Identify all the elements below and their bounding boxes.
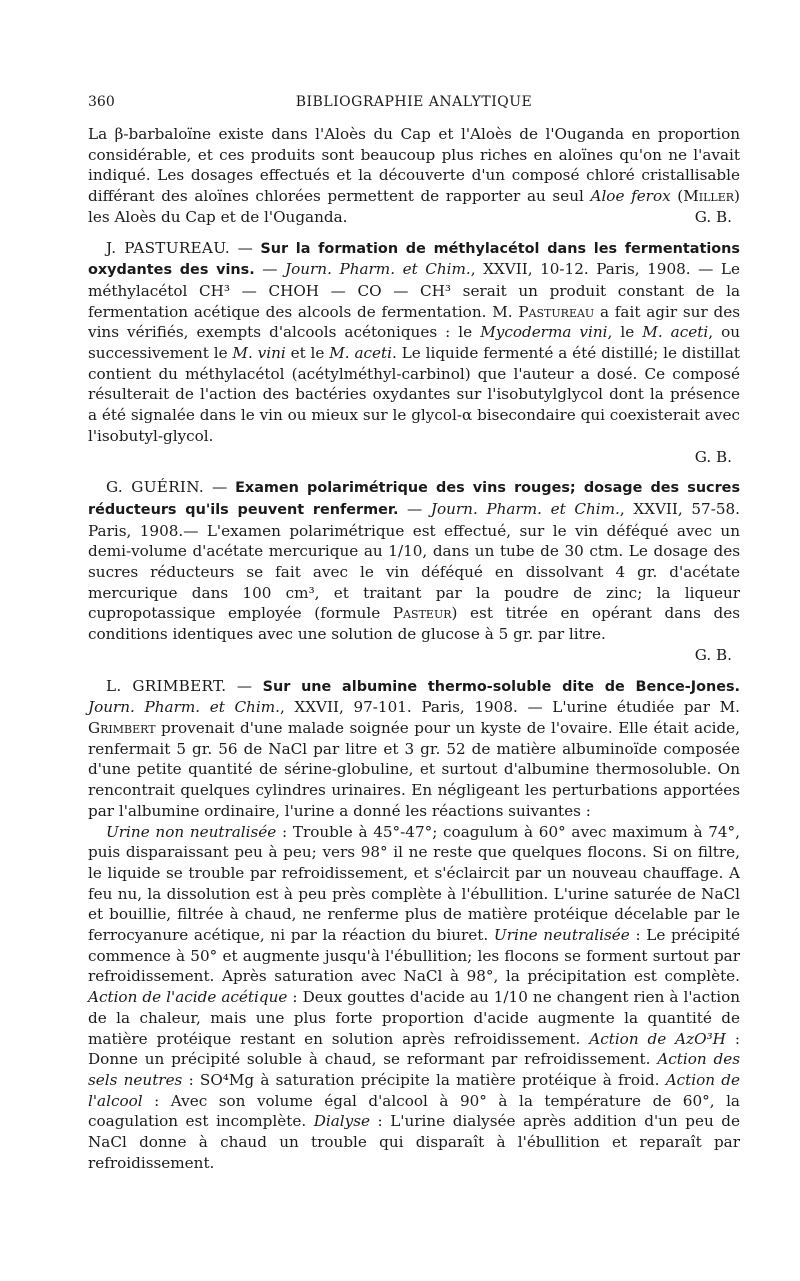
text-run: —	[398, 499, 431, 518]
entry-guerin	[88, 477, 740, 645]
entry-author: G. GUÉRIN.	[106, 478, 204, 497]
italic-heading: Action de l'alcool	[88, 1070, 740, 1110]
italic-heading: Action des sels neutres	[88, 1050, 740, 1089]
entry-title: Sur une albumine thermo-soluble dite de Bence-Jones.	[262, 678, 741, 695]
text-run: , XXVII, 57-58. Paris, 1908.— L'examen polarimétrique est effectué, sur le vin déféqué avec un demi-volume d'acétate mercurique au 1/10, dans un tube de 30 ctm. Le dosage des sucres réducteurs se fait avec le vin déféqué en dissolvant 4 gr. d'acétate mercurique dans 100 cm³, et traitant par la poudre de zinc; la liqueur cupropotassique employée (formule	[88, 499, 740, 623]
species-name: M. vini	[232, 344, 286, 363]
running-title: BIBLIOGRAPHIE ANALYTIQUE	[295, 94, 533, 110]
text-run: , le	[607, 323, 643, 342]
entry-grimbert	[88, 676, 740, 822]
person-name: Pastureau	[518, 302, 595, 321]
species-name: M. aceti	[642, 323, 709, 342]
text-run: : Avec son volume égal d'alcool à 90° à la température de 60°, la coagulation est incomplète.	[88, 1091, 740, 1131]
text-run: —	[226, 676, 263, 695]
text-run: —	[254, 260, 286, 279]
text-run: , XXVII, 10-12. Paris, 1908. — Le méthylacétol CH³ — CHOH — CO — CH³ serait un produit constant de la fermentation acétique des alcools de fermentation. M.	[88, 260, 740, 321]
text-run: : SO⁴Mg à saturation précipite la matière protéique à froid.	[182, 1070, 666, 1089]
journal-name: Journ. Pharm. et Chim.	[430, 499, 620, 518]
italic-heading: Action de l'acide acétique	[88, 988, 288, 1007]
entry-pastureau	[88, 238, 740, 447]
text-run: La β-barbaloïne existe dans l'Aloès du Cap et l'Aloès de l'Ouganda en proportion considérable, et ces produits sont beaucoup plus riches en aloïnes qu'on ne l'avait indiqué. Les dosages effectués et la découverte d'un composé chloré cristallisable différant des aloïnes chlorées permettent de rapporter au seul	[88, 125, 740, 206]
signature: G. B.	[694, 207, 732, 226]
entry-title: Examen polarimétrique des vins rouges; dosage des sucres réducteurs qu'ils peuvent renfermer.	[88, 480, 741, 518]
italic-heading: Urine non neutralisée	[106, 822, 277, 841]
page-body	[88, 124, 740, 1173]
reactions-paragraph	[88, 822, 740, 1174]
person-name: Miller	[683, 187, 735, 206]
text-run: (	[670, 187, 684, 206]
text-run: : Trouble à 45°-47°; coagulum à 60° avec maximum à 74°, puis disparaissant peu à peu; vers 98° il ne reste que quelques flocons. Si on filtre, le liquide se trouble par refroidissement, et s'éclaircit par un nouveau chauffage. A feu nu, la dissolution est à peu près complète à l'ébullition. L'urine saturée de NaCl et bouillie, filtrée à chaud, ne renferme plus de matière protéique décelable par le ferrocyanure acétique, ni par la réaction du biuret.	[88, 822, 740, 945]
text-run: —	[230, 238, 261, 257]
text-run: —	[203, 478, 236, 497]
signature: G. B.	[694, 645, 732, 664]
person-name: Pasteur	[392, 604, 452, 623]
italic-heading: Urine neutralisée	[493, 926, 630, 945]
journal-name: Journ. Pharm. et Chim.	[88, 698, 280, 717]
text-run: : Le précipité commence à 50° et augmente jusqu'à l'ébullition; les flocons se forment surtout par refroidissement. Après saturation avec NaCl à 98°, la précipitation est complète.	[88, 926, 741, 986]
text-run: , XXVII, 97-101. Paris, 1908. — L'urine étudiée par M.	[279, 698, 740, 717]
page-number: 360	[88, 94, 115, 110]
text-run: : Donne un précipité soluble à chaud, se reformant par refroidissement.	[88, 1029, 740, 1069]
text-run: . Le liquide fermenté a été distillé; le distillat contient du méthylacétol (acétylméthyl-carbinol) que l'auteur a dosé. Ce composé résulterait de l'action des bactéries oxydantes sur l'isobutylglycol dont la présence a été signalée dans le vin ou mieux sur le glycol-α bisecondaire qui coexisterait avec l'isobutyl-glycol.	[88, 344, 740, 445]
entry-author: L. GRIMBERT.	[106, 676, 227, 695]
italic-heading: Action de AzO³H	[589, 1029, 726, 1048]
species-name: M. aceti	[329, 344, 392, 363]
text-run: provenait d'une malade soignée pour un kyste de l'ovaire. Elle était acide, renfermait 5 gr. 56 de NaCl par litre et 3 gr. 52 de matière albuminoïde composée d'une petite quantité de sérine-globuline, et surtout d'albumine thermosoluble. On rencontrait quelques cylindres urinaires. En négligeant les perturbations apportées par l'albumine ordinaire, l'urine a donné les réactions suivantes :	[88, 718, 740, 820]
intro-paragraph	[88, 124, 740, 228]
species-name: Mycoderma vini	[480, 323, 608, 342]
page-header	[88, 94, 740, 114]
text-run: , ou successivement le	[88, 323, 740, 363]
person-name: Grimbert	[88, 718, 156, 737]
italic-heading: Dialyse	[313, 1112, 371, 1131]
text-run: : Deux gouttes d'acide au 1/10 ne changent rien à l'action de la chaleur, mais une plus forte proportion d'acide augmente la quantité de matière protéique restant en solution après refroidissement.	[88, 988, 740, 1048]
text-run: a fait agir sur des vins vérifiés, exempts d'alcools acétoniques : le	[88, 302, 740, 342]
journal-name: Journ. Pharm. et Chim.	[285, 260, 471, 279]
text-run: et le	[285, 344, 330, 363]
species-name: Aloe ferox	[590, 187, 671, 206]
signature: G. B.	[694, 447, 732, 466]
text-run: ) les Aloès du Cap et de l'Ouganda.	[88, 187, 740, 226]
text-run: ) est titrée en opérant dans des conditions identiques avec une solution de glucose à 5 gr. par litre.	[88, 604, 740, 644]
entry-title: Sur la formation de méthylacétol dans les fermentations oxydantes des vins.	[88, 240, 740, 279]
entry-author: J. PASTUREAU.	[106, 238, 231, 257]
text-run: : L'urine dialysée après addition d'un peu de NaCl donne à chaud un trouble qui disparaît à l'ébullition et reparaît par refroidissement.	[88, 1112, 740, 1172]
